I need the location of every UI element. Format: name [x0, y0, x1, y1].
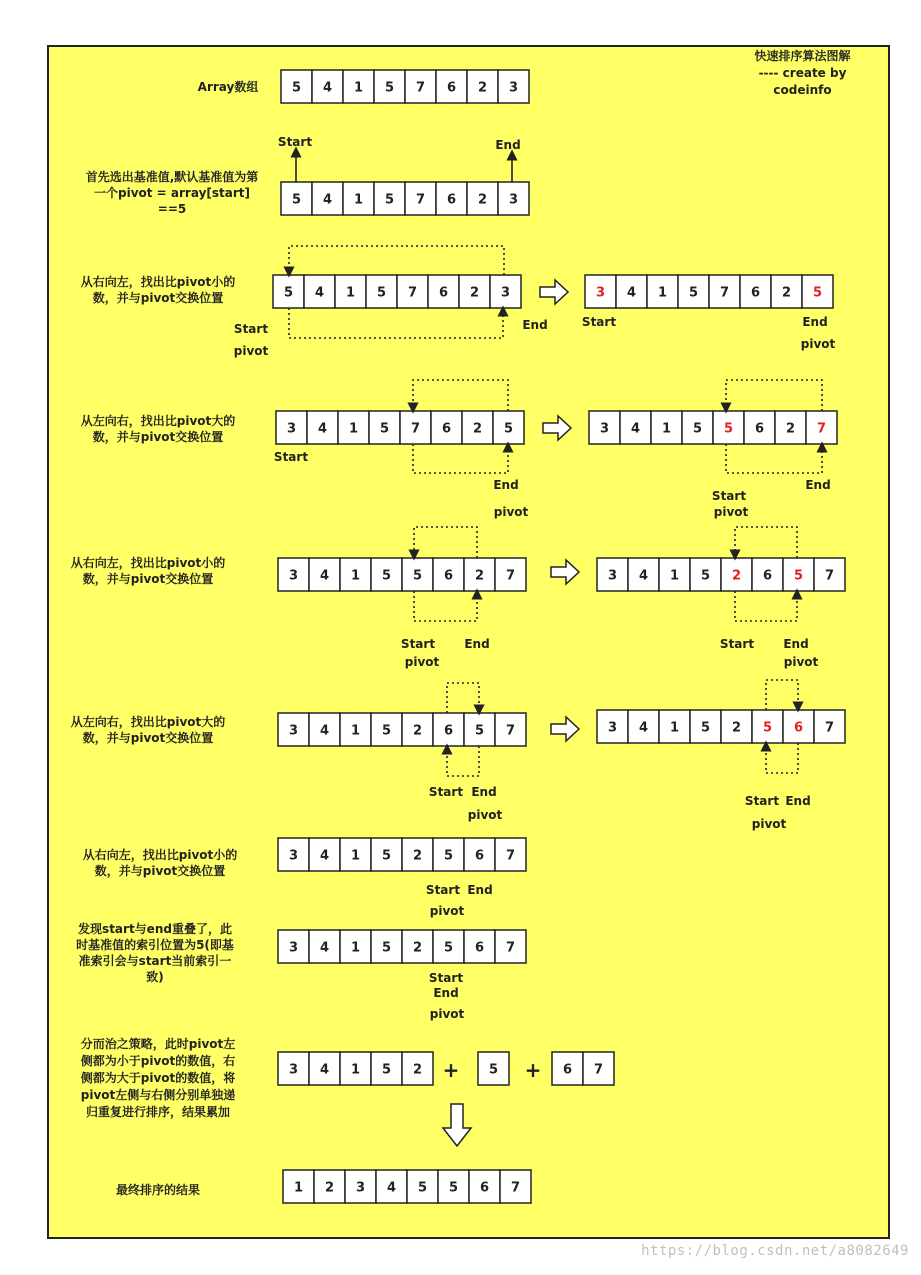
cell-value: 2: [474, 568, 485, 584]
cell-value: 1: [293, 1180, 304, 1196]
cell-value: 3: [288, 848, 299, 864]
cell-value: 3: [288, 940, 299, 956]
cell-value: 6: [754, 421, 765, 437]
cell-value: 5: [723, 421, 734, 437]
cell-value: 5: [412, 568, 423, 584]
cell-value: 4: [638, 720, 649, 736]
cell-value: 5: [443, 848, 454, 864]
cell-value: 7: [593, 1062, 604, 1078]
cell-value: 5: [379, 421, 390, 437]
cell-value: 2: [412, 848, 423, 864]
cell-value: 6: [562, 1062, 573, 1078]
marker-pivot: pivot: [800, 337, 836, 351]
cell-value: 4: [319, 940, 330, 956]
step-6-label-line: 从右向左，找出比pivot小的: [82, 848, 238, 862]
title-line-1: 快速排序算法图解: [754, 49, 851, 63]
cell-value: 7: [407, 285, 418, 301]
cell-value: 3: [508, 192, 519, 208]
marker-start: Start: [581, 315, 617, 329]
cell-value: 1: [661, 421, 672, 437]
cell-value: 6: [443, 568, 454, 584]
cell-value: 4: [638, 568, 649, 584]
array-select-pivot: [281, 182, 529, 215]
cell-value: 1: [353, 80, 364, 96]
plus-operator: +: [442, 1058, 460, 1082]
cell-value: 6: [443, 723, 454, 739]
cell-value: 2: [731, 568, 742, 584]
step-5-label-line: 数，并与pivot交换位置: [82, 731, 214, 745]
step-divide-label-line: 分而治之策略，此时pivot左: [80, 1037, 236, 1051]
cell-value: 7: [505, 723, 516, 739]
cell-value: 5: [291, 80, 302, 96]
cell-value: 6: [479, 1180, 490, 1196]
cell-value: 1: [657, 285, 668, 301]
cell-value: 5: [688, 285, 699, 301]
array-left-part: [278, 1052, 433, 1085]
cell-value: 7: [415, 192, 426, 208]
cell-value: 5: [291, 192, 302, 208]
cell-value: 2: [477, 192, 488, 208]
marker-start: Start: [400, 637, 436, 651]
marker-pivot: pivot: [429, 1007, 465, 1021]
cell-value: 1: [350, 568, 361, 584]
cell-value: 5: [503, 421, 514, 437]
cell-value: 1: [669, 720, 680, 736]
array-pivot-part: [478, 1052, 509, 1085]
cell-value: 5: [443, 940, 454, 956]
cell-value: 3: [607, 720, 618, 736]
cell-value: 7: [824, 720, 835, 736]
cell-value: 2: [781, 285, 792, 301]
array-step2-before: [273, 275, 521, 308]
marker-pivot: pivot: [751, 817, 787, 831]
cell-value: 5: [700, 568, 711, 584]
cell-value: 3: [599, 421, 610, 437]
cell-value: 5: [376, 285, 387, 301]
marker-start: Start: [711, 489, 747, 503]
cell-value: 1: [350, 723, 361, 739]
marker-end: End: [785, 794, 811, 808]
cell-value: 7: [719, 285, 730, 301]
cell-value: 3: [500, 285, 511, 301]
array-right-part: [552, 1052, 614, 1085]
array-step2-after: [585, 275, 833, 308]
cell-value: 5: [381, 568, 392, 584]
cell-value: 5: [812, 285, 823, 301]
step-select-pivot-label-line: 首先选出基准值,默认基准值为第: [85, 170, 259, 184]
cell-value: 6: [474, 848, 485, 864]
cell-value: 5: [474, 723, 485, 739]
cell-value: 1: [345, 285, 356, 301]
marker-end: End: [802, 315, 828, 329]
marker-pivot: pivot: [429, 904, 465, 918]
cell-value: 3: [607, 568, 618, 584]
cell-value: 5: [762, 720, 773, 736]
cell-value: 1: [350, 940, 361, 956]
step-7-label-line: 时基准值的索引位置为5(即基: [76, 938, 234, 952]
marker-end: End: [805, 478, 831, 492]
marker-end: End: [522, 318, 548, 332]
step-7-label-line: 准索引会与start当前索引一: [78, 954, 232, 968]
marker-pivot: pivot: [783, 655, 819, 669]
watermark: https://blog.csdn.net/a8082649: [641, 1243, 909, 1259]
marker-start: Start: [428, 971, 464, 985]
step-divide-label-line: 归重复进行排序，结果累加: [85, 1105, 231, 1119]
step-5-label-line: 从左向右，找出比pivot大的: [70, 715, 226, 729]
cell-value: 3: [288, 1062, 299, 1078]
cell-value: 7: [505, 848, 516, 864]
cell-value: 3: [508, 80, 519, 96]
array-step3-before: [276, 411, 524, 444]
step-7-label-line: 发现start与end重叠了，此: [78, 922, 232, 936]
step-7-label-line: 致): [146, 970, 164, 984]
marker-end: End: [467, 883, 493, 897]
array-step5-after: [597, 710, 845, 743]
marker-start: Start: [744, 794, 780, 808]
cell-value: 6: [446, 192, 457, 208]
cell-value: 3: [595, 285, 606, 301]
cell-value: 7: [510, 1180, 521, 1196]
cell-value: 6: [474, 940, 485, 956]
cell-value: 1: [353, 192, 364, 208]
step-4-label-line: 数，并与pivot交换位置: [82, 572, 214, 586]
cell-value: 2: [324, 1180, 335, 1196]
step-6-label-line: 数，并与pivot交换位置: [94, 864, 226, 878]
step-3-label-line: 从左向右，找出比pivot大的: [80, 414, 236, 428]
cell-value: 2: [469, 285, 480, 301]
step-divide-label-line: 侧都为小于pivot的数值，右: [80, 1054, 236, 1068]
title-line-3: codeinfo: [773, 83, 832, 97]
marker-end: End: [493, 478, 519, 492]
array-step3-after: [589, 411, 837, 444]
cell-value: 2: [472, 421, 483, 437]
cell-value: 6: [441, 421, 452, 437]
cell-value: 3: [288, 568, 299, 584]
marker-end: End: [464, 637, 490, 651]
cell-value: 4: [322, 80, 333, 96]
cell-value: 6: [446, 80, 457, 96]
cell-value: 4: [319, 723, 330, 739]
cell-value: 4: [386, 1180, 397, 1196]
cell-value: 4: [317, 421, 328, 437]
step-divide-label-line: 侧都为大于pivot的数值，将: [80, 1071, 236, 1085]
cell-value: 5: [700, 720, 711, 736]
marker-end: End: [783, 637, 809, 651]
cell-value: 2: [785, 421, 796, 437]
cell-value: 3: [288, 723, 299, 739]
plus-operator: +: [524, 1058, 542, 1082]
cell-value: 4: [314, 285, 325, 301]
cell-value: 5: [488, 1062, 499, 1078]
cell-value: 1: [350, 848, 361, 864]
marker-start: Start: [719, 637, 755, 651]
cell-value: 2: [731, 720, 742, 736]
marker-end: End: [433, 986, 459, 1000]
cell-value: 6: [762, 568, 773, 584]
step-3-label-line: 数，并与pivot交换位置: [92, 430, 224, 444]
cell-value: 2: [412, 1062, 423, 1078]
cell-value: 4: [630, 421, 641, 437]
array-step6: [278, 838, 526, 871]
cell-value: 5: [381, 940, 392, 956]
cell-value: 6: [793, 720, 804, 736]
marker-pivot: pivot: [713, 505, 749, 519]
marker-start: Start: [233, 322, 269, 336]
marker-start: Start: [277, 135, 313, 149]
cell-value: 4: [319, 848, 330, 864]
cell-value: 5: [692, 421, 703, 437]
cell-value: 7: [415, 80, 426, 96]
cell-value: 7: [824, 568, 835, 584]
step-2-label-line: 数，并与pivot交换位置: [92, 291, 224, 305]
step-divide-label-line: pivot左侧与右侧分别单独递: [80, 1088, 236, 1102]
cell-value: 5: [417, 1180, 428, 1196]
cell-value: 5: [384, 80, 395, 96]
cell-value: 2: [412, 723, 423, 739]
cell-value: 1: [669, 568, 680, 584]
cell-value: 7: [505, 940, 516, 956]
cell-value: 1: [350, 1062, 361, 1078]
marker-pivot: pivot: [233, 344, 269, 358]
cell-value: 6: [750, 285, 761, 301]
cell-value: 7: [505, 568, 516, 584]
cell-value: 4: [319, 1062, 330, 1078]
marker-start: Start: [428, 785, 464, 799]
cell-value: 3: [355, 1180, 366, 1196]
cell-value: 1: [348, 421, 359, 437]
marker-start: Start: [273, 450, 309, 464]
marker-pivot: pivot: [404, 655, 440, 669]
step-result-label-line: 最终排序的结果: [115, 1183, 201, 1197]
array-step4-before: [278, 558, 526, 591]
title-line-2: ---- create by: [758, 66, 847, 80]
cell-value: 6: [438, 285, 449, 301]
cell-value: 5: [381, 1062, 392, 1078]
step-select-pivot-label-line: 一个pivot = array[start]: [93, 186, 251, 200]
step-array-label-line: Array数组: [197, 80, 259, 94]
marker-end: End: [495, 138, 521, 152]
step-select-pivot-label-line: ==5: [157, 202, 187, 216]
cell-value: 5: [381, 723, 392, 739]
marker-end: End: [471, 785, 497, 799]
cell-value: 4: [626, 285, 637, 301]
step-2-label-line: 从右向左，找出比pivot小的: [80, 275, 236, 289]
cell-value: 7: [816, 421, 827, 437]
cell-value: 4: [319, 568, 330, 584]
cell-value: 5: [384, 192, 395, 208]
cell-value: 5: [381, 848, 392, 864]
cell-value: 5: [448, 1180, 459, 1196]
array-step7: [278, 930, 526, 963]
array-step5-before: [278, 713, 526, 746]
cell-value: 2: [477, 80, 488, 96]
cell-value: 5: [283, 285, 294, 301]
marker-pivot: pivot: [493, 505, 529, 519]
array-initial: [281, 70, 529, 103]
marker-pivot: pivot: [467, 808, 503, 822]
cell-value: 4: [322, 192, 333, 208]
array-step4-after: [597, 558, 845, 591]
cell-value: 5: [793, 568, 804, 584]
diagram-title: [735, 48, 870, 99]
cell-value: 3: [286, 421, 297, 437]
cell-value: 2: [412, 940, 423, 956]
step-4-label-line: 从右向左，找出比pivot小的: [70, 556, 226, 570]
marker-start: Start: [425, 883, 461, 897]
array-result: [283, 1170, 531, 1203]
cell-value: 7: [410, 421, 421, 437]
